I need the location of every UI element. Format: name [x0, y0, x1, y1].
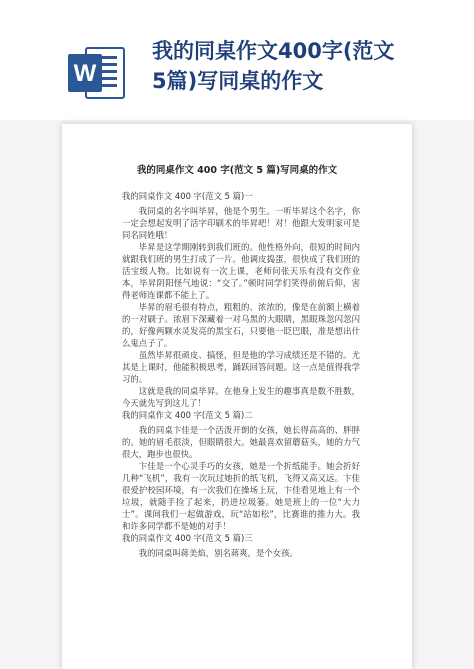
paragraph: 毕昇的眉毛很有特点，粗粗的、浓浓的，像是在前额上横着的一对刷子。浓眉下深藏着一对乌黑的大眼睛，黑眼珠忽闪忽闪的，好像两颗水灵发亮的黑宝石，只要他一眨巴眼，准是想出什么鬼点子了。 — [122, 302, 360, 348]
section-heading: 我的同桌作文 400 字(范文 5 篇)一 — [122, 191, 253, 201]
header-banner — [0, 0, 474, 120]
page-title-line-2: 5篇)写同桌的作文 — [152, 69, 324, 93]
page-title — [152, 36, 452, 96]
document-title: 我的同桌作文 400 字(范文 5 篇)写同桌的作文 — [136, 165, 338, 176]
paragraph: 我的同桌叫蒋美焰，别名蒋爽，是个女孩。 — [138, 548, 298, 558]
paragraph: 卞佳是一个心灵手巧的女孩，她是一个折纸能手。她会折好几种“飞机”，我有一次玩过她折的纸飞机，飞得又高又远。卞佳很爱护校园环境，有一次我们在操场上玩，卞佳看见地上有一个垃圾，就随手捡了起来，扔进垃圾篓。她是班上的一位“大力士”。课间我们一起做游戏，玩“站如松”，比赛谁的推力大。我和许多同学都不是她的对手！ — [122, 461, 360, 531]
section-heading: 我的同桌作文 400 字(范文 5 篇)三 — [122, 533, 253, 543]
paragraph: 我同桌的名字叫毕昇，他是个男生。一听毕昇这个名字，你一定会想起发明了活字印刷术的毕昇吧！对！他跟大发明家可是同名同姓哦！ — [122, 206, 360, 240]
section-heading: 我的同桌作文 400 字(范文 5 篇)二 — [122, 410, 253, 420]
word-icon-letter: W — [73, 60, 97, 87]
word-document-icon — [66, 42, 128, 104]
paragraph: 虽然毕昇很顽皮、搞怪，但是他的学习成绩还是不错的。尤其是上课时，他能积极思考，踊跃回答问题。这一点是值得我学习的。 — [122, 350, 360, 384]
paragraph: 毕昇是这学期刚转到我们班的。他性格外向，很短的时间内就跟我们班的男生打成了一片。他调皮捣蛋，很快成了我们班的活宝级人物。比如说有一次上课，老师问张天乐有没有交作业本，毕昇阴阳怪气地说：“交了。”顿时同学们笑得前俯后仰，害得老师连课都不能上了。 — [122, 242, 360, 300]
document-body — [122, 190, 360, 559]
paragraph: 我的同桌卞佳是一个活泼开朗的女孩，她长得高高的、胖胖的。她的眉毛很淡，但眼睛很大。她最喜欢留蘑菇头，她的力气很大，跑步也很快。 — [122, 425, 360, 459]
paragraph: 这就是我的同桌毕昇。在他身上发生的趣事真是数不胜数，今天就先写到这儿了！ — [122, 386, 360, 408]
document-preview — [62, 124, 412, 669]
page-title-line-1: 我的同桌作文400字(范文 — [152, 39, 395, 63]
